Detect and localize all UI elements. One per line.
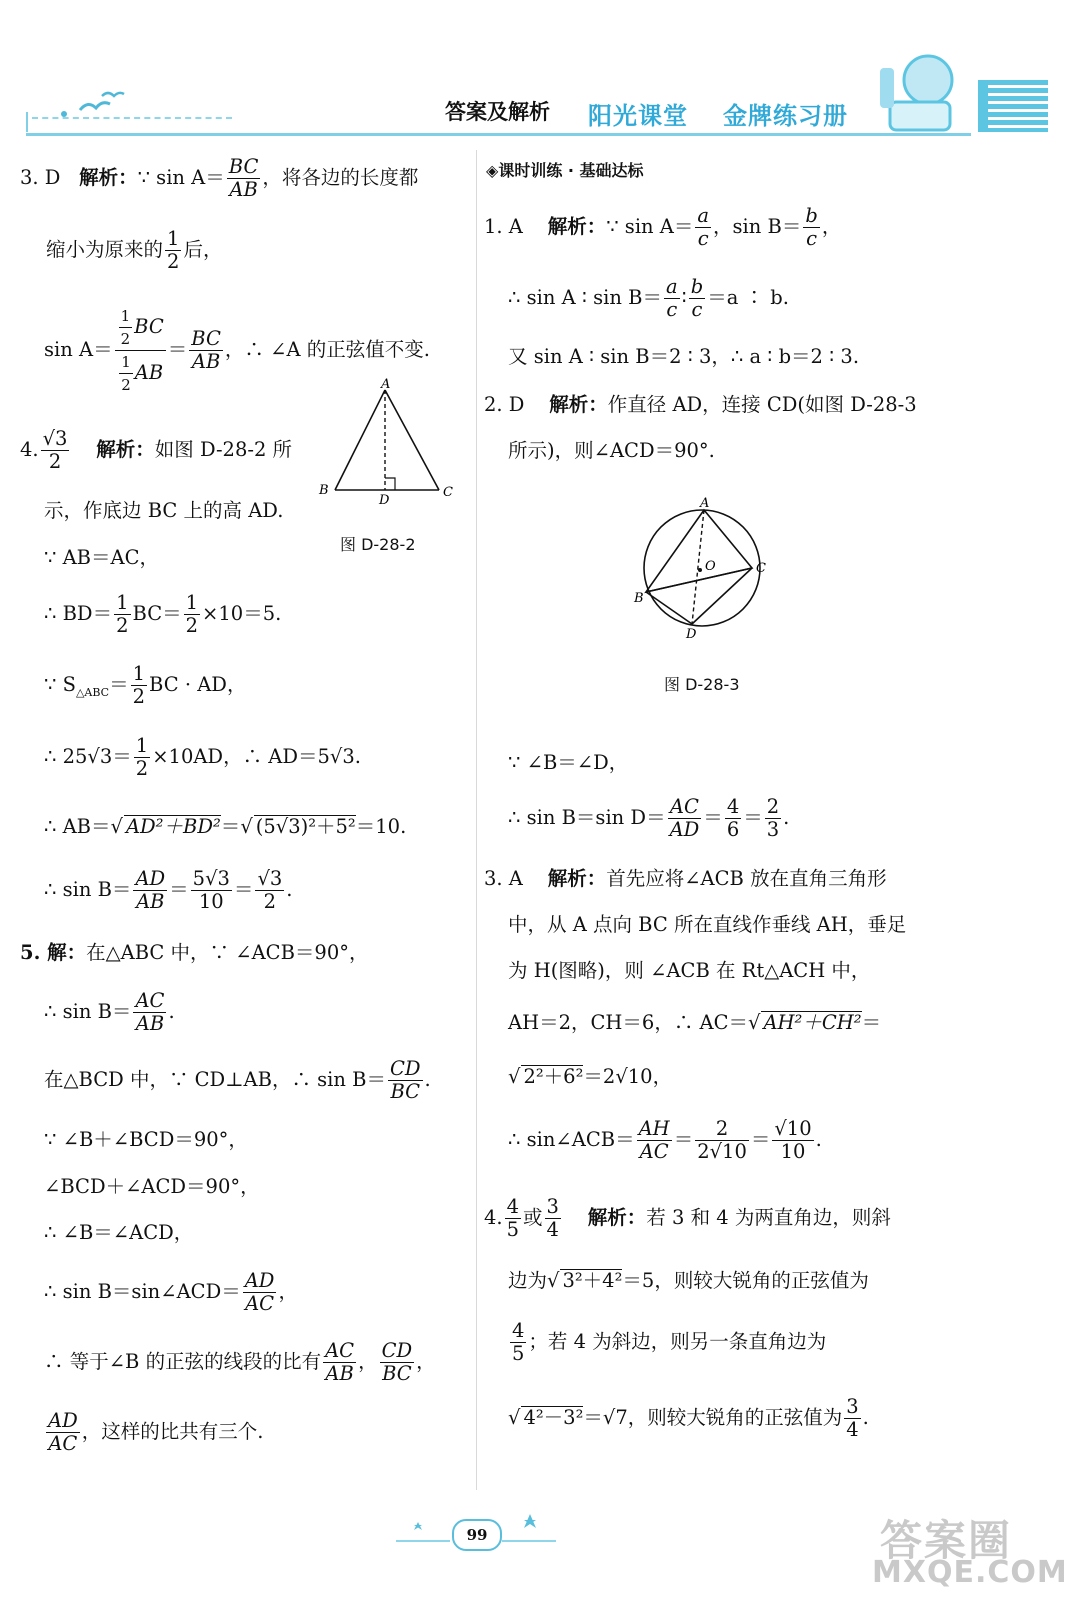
fig3-label-o: O	[705, 559, 716, 574]
fraction: $\frac{BC}{AB}$	[228, 155, 259, 201]
fig3-label-b: B	[634, 591, 644, 606]
mascot-icon	[870, 44, 970, 134]
star-decoration-icon	[404, 1512, 444, 1538]
q5-line6: ∴ ∠B＝∠ACD，	[44, 1221, 194, 1244]
q5-line1: 5. 解：在△ABC 中，∵ ∠ACB＝90°，	[20, 941, 369, 964]
r4-line1: 4. $\frac{4}{5}$ 或 $\frac{3}{4}$ 解析：若 3 和 4 为两直角边，则斜	[484, 1195, 891, 1241]
r4-line4: √ 4²－3²＝√7，则较大锐角的正弦值为 $\frac{3}{4}$ .	[508, 1395, 869, 1441]
fraction: $\frac{√3}{2}$	[42, 427, 68, 473]
fig3-label-d: D	[686, 627, 697, 642]
footer-line-right	[502, 1540, 556, 1542]
fraction: $\frac{1}{2}$	[167, 227, 180, 273]
section-icon: ◈	[486, 161, 499, 180]
q4-line3: ∵ AB＝AC，	[44, 546, 160, 569]
header-stripes-bar	[978, 80, 988, 132]
header-stripes	[978, 80, 1048, 132]
q3-line1: 3. D 解析：∵ sin A＝ $\frac{BC}{AB}$ ，将各边的长度都	[20, 155, 419, 201]
section-heading: ◈课时训练 · 基础达标	[486, 161, 644, 180]
fig2-label-b: B	[319, 483, 329, 498]
header-brand-1: 阳光课堂	[588, 101, 688, 130]
watermark-logo: 答案圈	[880, 1516, 1013, 1565]
star-decoration-icon	[512, 1508, 552, 1538]
q4-line6: ∴ 25√3＝ $\frac{1}{2}$ ×10AD，∴ AD＝5√3.	[44, 734, 361, 780]
r3-line4: AH＝2，CH＝6，∴ AC＝√ AH²＋CH²＝	[508, 1011, 882, 1034]
r3-line6: ∴ sin∠ACB＝ $\frac{AH}{AC}$ ＝ $\frac{2}{2√10}$ ＝ $\frac{√10}{10}$ .	[508, 1117, 822, 1163]
fig3-label-c: C	[756, 561, 766, 576]
fig3-label-a: A	[700, 496, 710, 511]
q5-line2: ∴ sin B＝ $\frac{AC}{AB}$ .	[44, 989, 175, 1035]
r2-line4: ∴ sin B＝sin D＝ $\frac{AC}{AD}$ ＝ $\frac{4}{6}$ ＝ $\frac{2}{3}$ .	[508, 795, 790, 841]
r2-line1: 2. D 解析：作直径 AD，连接 CD(如图 D-28-3	[484, 393, 917, 416]
q5-line8: ∴ 等于∠B 的正弦的线段的比有 $\frac{AC}{AB}$ ， $\frac{CD}{BC}$ ，	[44, 1339, 436, 1385]
q4-line2: 示，作底边 BC 上的高 AD.	[44, 499, 284, 522]
r3-line2: 中，从 A 点向 BC 所在直线作垂线 AH，垂足	[508, 913, 907, 936]
r2-line2: 所示)，则∠ACD＝90°.	[508, 439, 715, 462]
q5-line9: $\frac{AD}{AC}$ ，这样的比共有三个.	[48, 1409, 264, 1455]
r3-line3: 为 H(图略)，则 ∠ACB 在 Rt△ACH 中，	[508, 959, 871, 982]
birds-icon	[50, 82, 130, 122]
q4-line8: ∴ sin B＝ $\frac{AD}{AB}$ ＝ $\frac{5√3}{10}$ ＝ $\frac{√3}{2}$ .	[44, 867, 293, 913]
column-divider	[476, 150, 477, 1490]
q5-line4: ∵ ∠B＋∠BCD＝90°，	[44, 1128, 248, 1151]
r1-line2: ∴ sin A ∶ sin B＝ $\frac{a}{c}$ ∶ $\frac{b}{c}$ ＝a ∶ b.	[508, 275, 789, 321]
q4-line4: ∴ BD＝ $\frac{1}{2}$ BC＝ $\frac{1}{2}$ ×10＝5.	[44, 591, 282, 637]
r1-line1: 1. A 解析：∵ sin A＝ $\frac{a}{c}$ ，sin B＝ $\frac{b}{c}$ ，	[484, 204, 842, 250]
fig2-caption: 图 D-28-2	[340, 535, 416, 554]
q4-line7: ∴ AB＝√ AD²＋BD²＝√ (5√3)²＋5²＝10.	[44, 815, 407, 838]
r4-line2: 边为√ 3²＋4²＝5，则较大锐角的正弦值为	[508, 1269, 869, 1292]
r3-line1: 3. A 解析：首先应将∠ACB 放在直角三角形	[484, 867, 887, 890]
fig2-label-d: D	[379, 493, 390, 508]
nested-fraction: $\frac{1}{2}$ BC $\frac{1}{2}$ AB	[115, 305, 166, 396]
header-section-title: 答案及解析	[445, 99, 550, 124]
fig3-caption: 图 D-28-3	[664, 675, 740, 694]
footer-line-left	[396, 1540, 450, 1542]
figure-d-28-2	[315, 372, 465, 512]
r2-line3: ∵ ∠B＝∠D，	[508, 751, 629, 774]
header-rule	[26, 133, 971, 136]
page-number: 99	[452, 1519, 502, 1551]
header-brand-2: 金牌练习册	[723, 101, 848, 130]
r4-line3: $\frac{4}{5}$ ；若 4 为斜边，则另一条直角边为	[512, 1319, 827, 1365]
q5-line7: ∴ sin B＝sin∠ACD＝ $\frac{AD}{AC}$ ，	[44, 1269, 298, 1315]
fig2-label-c: C	[443, 485, 453, 500]
watermark-url: MXQE.COM	[872, 1555, 1068, 1590]
q4-line5: ∵ $S_{\triangle ABC}=$ $\frac{1}{2}$ BC · AD，	[44, 662, 247, 708]
r1-line3: 又 sin A ∶ sin B＝2 ∶ 3，∴ a ∶ b＝2 ∶ 3.	[508, 345, 860, 368]
r3-line5: √ 2²＋6²＝2√10，	[508, 1065, 673, 1088]
fraction: $\frac{BC}{AB}$	[191, 327, 221, 373]
q3-line2: 缩小为原来的 $\frac{1}{2}$ 后，	[46, 227, 223, 273]
fig2-label-a: A	[381, 377, 391, 392]
q3-line3: sin A＝ $\frac{1}{2}$ BC $\frac{1}{2}$ AB ＝ $\frac{BC}{AB}$ ，∴ ∠A 的正弦值不变.	[44, 307, 430, 394]
figure-d-28-3	[630, 492, 780, 642]
q5-line5: ∠BCD＋∠ACD＝90°，	[44, 1175, 260, 1198]
q4-line1: 4. $\frac{√3}{2}$ 解析：如图 D-28-2 所	[20, 427, 293, 473]
q5-line3: 在△BCD 中，∵ CD⊥AB，∴ sin B＝ $\frac{CD}{BC}$ .	[44, 1057, 431, 1103]
